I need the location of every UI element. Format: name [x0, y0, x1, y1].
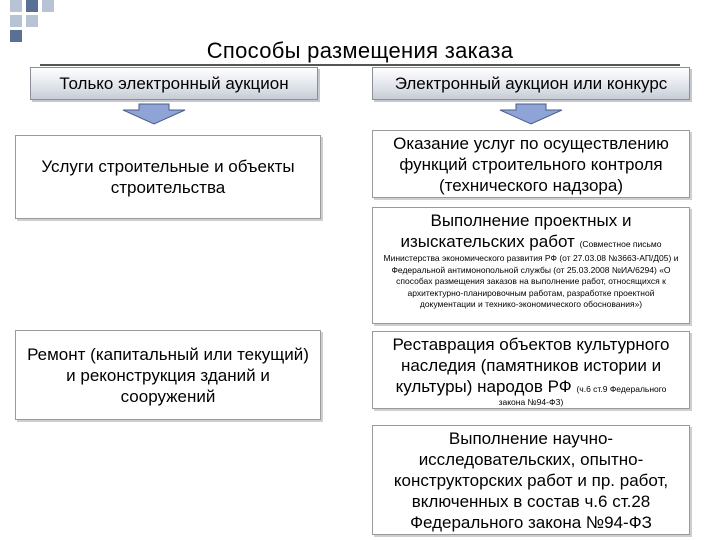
title-underline — [40, 64, 680, 66]
box-research-text: Выполнение научно-исследовательских, опытно-конструкторских работ и пр. работ, включенных в состав ч.6 ст.28 Федерального закона №94-ФЗ — [393, 428, 669, 532]
box-construction — [15, 135, 321, 219]
page-title: Способы размещения заказа — [206, 38, 514, 63]
restoration-text: Реставрация объектов культурного наследия (памятников истории и культуры) народов РФ — [392, 335, 670, 396]
corner-square — [10, 0, 22, 12]
header-left-label: Только электронный аукцион — [59, 73, 289, 93]
box-construction-control — [372, 130, 690, 198]
design-works-text: Выполнение проектных и изыскательских работ — [400, 211, 632, 251]
box-design-works — [372, 207, 690, 324]
design-works-note: Министерства экономического развития РФ (от 27.03.08 №3663-АП/Д05) и Федеральной антимонопольной службы (от 25.03.2008 №ИА/6294) «О способах размещения заказов на выполнение работ, относящихся к архитектурно-планировочным работам, разработке проектной документации и технико-экономического обоснования») — [383, 253, 679, 309]
header-left — [30, 67, 318, 100]
restoration-note-start: (ч.6 ст.9 Федерального — [576, 384, 667, 394]
restoration-note-end: закона №94-ФЗ) — [498, 397, 564, 407]
box-restoration — [372, 331, 690, 409]
down-arrow-right-icon — [498, 103, 564, 125]
header-right-label: Электронный аукцион или конкурс — [394, 73, 668, 93]
corner-square — [26, 15, 38, 27]
corner-square — [26, 0, 38, 12]
corner-square — [42, 0, 54, 12]
header-right — [372, 67, 690, 100]
corner-square — [10, 15, 22, 27]
design-works-note-start: (Совместное письмо — [579, 239, 662, 249]
box-repair-text: Ремонт (капитальный или текущий) и реконструкция зданий и сооружений — [27, 344, 309, 406]
box-repair — [15, 330, 321, 420]
box-research — [372, 425, 690, 535]
box-construction-text: Услуги строительные и объекты строительства — [41, 157, 295, 197]
box-construction-control-text: Оказание услуг по осуществлению функций строительного контроля (технического надзора) — [393, 133, 669, 195]
down-arrow-left-icon — [121, 103, 187, 125]
